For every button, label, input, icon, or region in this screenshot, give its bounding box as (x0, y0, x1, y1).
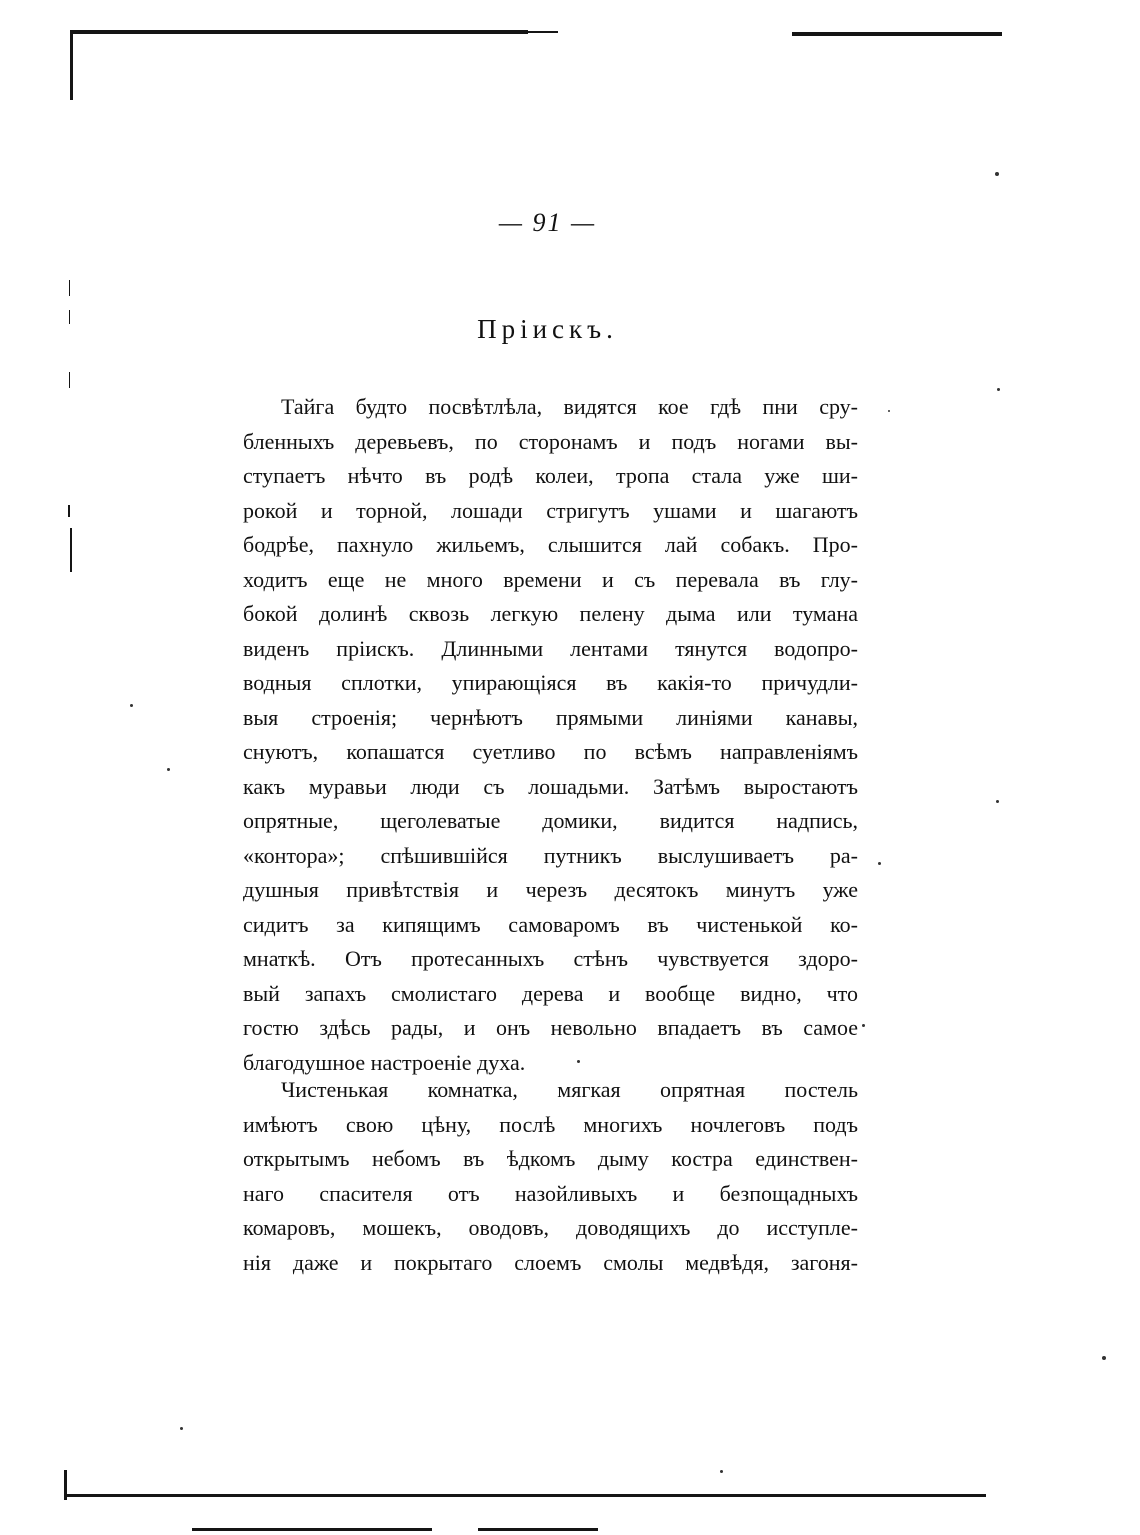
scan-speck (167, 768, 170, 771)
scan-speck (878, 862, 881, 865)
text-line: «контора»; спѣшившійся путникъ выслушиваетъ ра- (243, 842, 858, 868)
text-line: Тайга будто посвѣтлѣла, видятся кое гдѣ пни сру- (281, 394, 858, 419)
text-line: ступаетъ нѣчто въ родѣ колеи, тропа стала уже ши- (243, 463, 858, 488)
scan-speck (862, 1024, 865, 1027)
scan-speck (888, 410, 890, 412)
text-line: водныя сплотки, упирающіяся въ какія-то причудли- (243, 670, 858, 695)
text-line: выя строенія; чернѣютъ прямыми линіями канавы, (243, 704, 858, 730)
text-line: открытымъ небомъ въ ѣдкомъ дыму костра единствен- (243, 1146, 858, 1171)
text-line: снуютъ, копашатся суетливо по всѣмъ направленіямъ (243, 739, 858, 764)
scan-frame-top-right-rule (792, 32, 1002, 36)
scan-speck (130, 704, 133, 707)
text-line: нія даже и покрытаго слоемъ смолы медвѣдя, загоня- (243, 1249, 858, 1275)
page-number: — 91 — (498, 208, 597, 237)
text-line: сидитъ за кипящимъ самоваромъ въ чистенькой ко- (243, 911, 858, 937)
scan-frame-top-rule (70, 30, 528, 34)
scan-frame-left-dash (69, 280, 70, 296)
scan-speck (995, 172, 999, 176)
text-line: душныя привѣтствія и черезъ десятокъ минутъ уже (243, 877, 858, 902)
text-line: опрятные, щеголеватые домики, видится надпись, (243, 808, 858, 833)
scan-speck (180, 1427, 183, 1430)
text-line: Чистенькая комнатка, мягкая опрятная постель (281, 1077, 858, 1102)
scan-frame-left-dash (69, 372, 70, 388)
text-line: имѣютъ свою цѣну, послѣ многихъ ночлеговъ подъ (243, 1111, 858, 1137)
text-line: рокой и торной, лошади стригутъ ушами и шагаютъ (243, 497, 858, 523)
text-line: какъ муравьи люди съ лошадьми. Затѣмъ выростаютъ (243, 773, 858, 799)
scan-frame-left-dash (68, 505, 70, 517)
text-line: комаровъ, мошекъ, оводовъ, доводящихъ до исступле- (243, 1215, 858, 1240)
scan-frame-bottom-left-rule (64, 1470, 67, 1500)
text-line: бленныхъ деревьевъ, по сторонамъ и подъ ногами вы- (243, 428, 858, 454)
text-line: наго спасителя отъ назойливыхъ и безпощадныхъ (243, 1180, 858, 1206)
chapter-title: Пріискъ. (477, 314, 618, 344)
text-line: мнаткѣ. Отъ протесанныхъ стѣнъ чувствуется здоро- (243, 946, 858, 971)
paragraph-1 (243, 390, 858, 1080)
text-line: благодушное настроеніе духа. (243, 1049, 526, 1075)
scan-frame-left-rule (70, 30, 73, 100)
text-line: гостю здѣсь рады, и онъ невольно впадаетъ въ самое (243, 1015, 858, 1040)
scan-frame-footer-rule-short (478, 1528, 598, 1531)
text-line: виденъ пріискъ. Длинными лентами тянутся водопро- (243, 635, 858, 661)
scan-frame-top-rule-thin (528, 31, 558, 33)
scan-frame-left-dash (70, 528, 72, 572)
text-line: ходитъ еще не много времени и съ перевала въ глу- (243, 566, 858, 592)
text-line: вый запахъ смолистаго дерева и вообще видно, что (243, 980, 858, 1006)
text-line: бокой долинѣ сквозь легкую пелену дыма или тумана (243, 601, 858, 626)
paragraph-2 (243, 1073, 858, 1280)
scan-speck (996, 800, 999, 803)
scan-speck (1102, 1356, 1106, 1360)
scan-speck (997, 388, 1000, 391)
scan-frame-footer-rule (192, 1528, 432, 1531)
scan-frame-bottom-rule (64, 1494, 986, 1497)
text-line: бодрѣе, пахнуло жильемъ, слышится лай собакъ. Про- (243, 532, 858, 557)
scan-speck (720, 1470, 723, 1473)
